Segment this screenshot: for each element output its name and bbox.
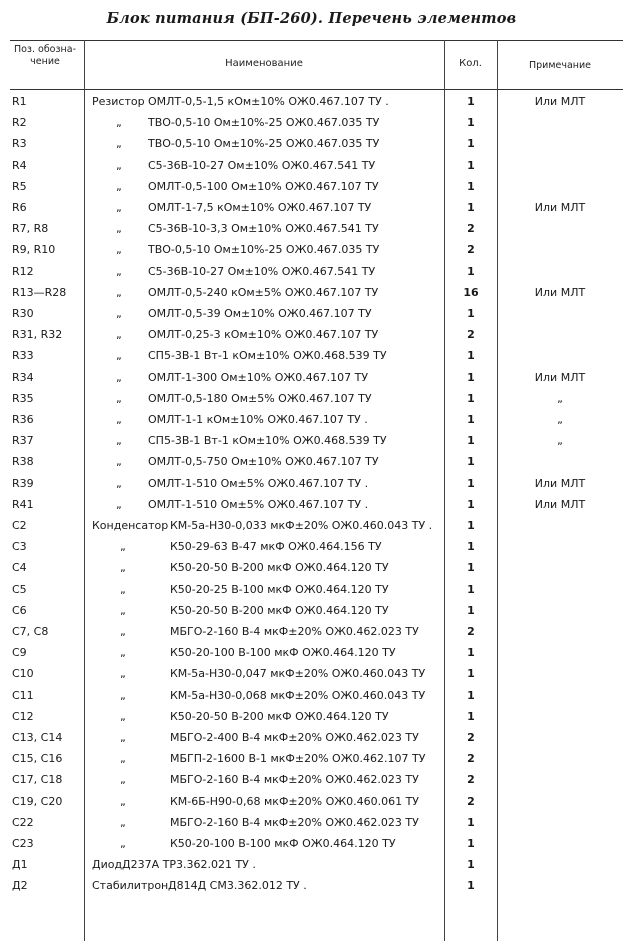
position-designator: С5 <box>12 582 27 596</box>
position-designator: R38 <box>12 455 34 469</box>
item-type: „ <box>116 434 122 448</box>
position-designator: R7, R8 <box>12 222 49 236</box>
item-type: „ <box>116 158 122 172</box>
table-row <box>0 748 623 769</box>
item-description: КМ-5а-Н30-0,033 мкФ±20% ОЖ0.460.043 ТУ . <box>170 519 433 532</box>
item-description: К50-29-63 В-47 мкФ ОЖ0.464.156 ТУ <box>170 540 382 554</box>
position-designator: R5 <box>12 179 27 193</box>
item-type: „ <box>116 497 122 511</box>
item-type: „ <box>120 709 126 723</box>
quantity: 2 <box>467 222 475 236</box>
item-type: „ <box>120 731 126 744</box>
quantity: 2 <box>467 773 475 787</box>
item-type: „ <box>116 116 122 130</box>
table-row <box>0 769 623 790</box>
quantity: 1 <box>467 264 475 278</box>
item-type: Конденсатор <box>92 519 169 532</box>
item-type: „ <box>116 243 122 257</box>
position-designator: С4 <box>12 561 27 575</box>
item-type: „ <box>120 773 126 787</box>
table-row <box>0 261 623 282</box>
table-row <box>0 642 623 663</box>
position-designator: С10 <box>12 667 34 681</box>
note: „ <box>557 391 563 405</box>
table-row <box>0 388 623 409</box>
item-type: „ <box>120 794 126 808</box>
item-description: МБГП-2-1600 В-1 мкФ±20% ОЖ0.462.107 ТУ <box>170 752 426 766</box>
quantity: 2 <box>467 794 475 808</box>
item-type: „ <box>120 688 126 702</box>
item-description: ОМЛТ-0,5-100 Ом±10% ОЖ0.467.107 ТУ <box>148 179 379 193</box>
table-row <box>0 218 623 239</box>
quantity: 1 <box>467 349 475 363</box>
item-type: „ <box>116 391 122 405</box>
item-type: Стабилитрон <box>92 879 169 893</box>
quantity: 1 <box>467 455 475 469</box>
table-row <box>0 367 623 388</box>
note: Или МЛТ <box>534 497 586 511</box>
table-row <box>0 303 623 324</box>
item-type: Резистор <box>92 95 145 108</box>
item-description: ТВО-0,5-10 Ом±10%-25 ОЖ0.467.035 ТУ <box>148 243 380 257</box>
item-description: К50-20-50 В-200 мкФ ОЖ0.464.120 ТУ <box>170 561 389 575</box>
quantity: 1 <box>467 391 475 405</box>
table-row <box>0 854 623 875</box>
position-designator: R2 <box>12 116 27 130</box>
position-designator: С23 <box>12 837 34 850</box>
item-type: „ <box>116 413 122 426</box>
quantity: 1 <box>467 370 475 384</box>
header-name: Наименование <box>225 58 303 69</box>
position-designator: R1 <box>12 95 27 108</box>
position-designator: С19, С20 <box>12 794 63 808</box>
item-type: „ <box>120 582 126 596</box>
quantity: 1 <box>467 116 475 130</box>
table-row <box>0 515 623 536</box>
quantity: 1 <box>467 413 475 426</box>
item-description: СП5-3В-1 Вт-1 кОм±10% ОЖ0.468.539 ТУ <box>148 434 387 448</box>
item-description: ТВО-0,5-10 Ом±10%-25 ОЖ0.467.035 ТУ <box>148 137 380 151</box>
item-type: „ <box>120 625 126 638</box>
item-type: „ <box>120 540 126 554</box>
item-type: „ <box>120 837 126 850</box>
item-type: „ <box>116 179 122 193</box>
position-designator: С11 <box>12 688 34 702</box>
item-type: „ <box>120 815 126 829</box>
item-type: „ <box>116 137 122 151</box>
position-designator: R9, R10 <box>12 243 56 257</box>
item-description: ОМЛТ-1-510 Ом±5% ОЖ0.467.107 ТУ . <box>148 497 369 511</box>
position-designator: С3 <box>12 540 27 554</box>
position-designator: С2 <box>12 519 27 532</box>
quantity: 2 <box>467 625 475 638</box>
table-row <box>0 621 623 642</box>
position-designator: С7, С8 <box>12 625 49 638</box>
position-designator: Д1 <box>12 858 28 872</box>
note: Или МЛТ <box>534 285 586 299</box>
table-row <box>0 324 623 345</box>
position-designator: R6 <box>12 201 27 214</box>
item-type: „ <box>120 667 126 681</box>
quantity: 1 <box>467 561 475 575</box>
elements-table <box>0 40 623 941</box>
item-description: С5-36В-10-27 Ом±10% ОЖ0.467.541 ТУ <box>148 158 376 172</box>
position-designator: R34 <box>12 370 34 384</box>
item-type: „ <box>120 646 126 660</box>
table-row <box>0 451 623 472</box>
item-type: „ <box>116 307 122 320</box>
position-designator: С15, С16 <box>12 752 63 766</box>
item-description: ОМЛТ-1-7,5 кОм±10% ОЖ0.467.107 ТУ <box>148 201 372 214</box>
item-description: С5-36В-10-27 Ом±10% ОЖ0.467.541 ТУ <box>148 264 376 278</box>
item-description: МБГО-2-160 В-4 мкФ±20% ОЖ0.462.023 ТУ <box>170 815 419 829</box>
position-designator: С17, С18 <box>12 773 63 787</box>
item-description: С5-36В-10-3,3 Ом±10% ОЖ0.467.541 ТУ <box>148 222 379 236</box>
table-row <box>0 833 623 854</box>
position-designator: R36 <box>12 413 34 426</box>
position-designator: R37 <box>12 434 34 448</box>
table-row <box>0 536 623 557</box>
position-designator: R4 <box>12 158 27 172</box>
position-designator: R31, R32 <box>12 328 63 342</box>
table-row <box>0 579 623 600</box>
position-designator: R13—R28 <box>12 285 67 299</box>
table-row <box>0 155 623 176</box>
item-type: „ <box>116 349 122 363</box>
item-description: ОМЛТ-0,5-750 Ом±10% ОЖ0.467.107 ТУ <box>148 455 379 469</box>
header-note: Примечание <box>528 60 592 71</box>
item-type: „ <box>116 328 122 342</box>
item-type: „ <box>116 285 122 299</box>
item-description: К50-20-100 В-100 мкФ ОЖ0.464.120 ТУ <box>170 837 396 850</box>
item-description: ОМЛТ-1-1 кОм±10% ОЖ0.467.107 ТУ . <box>148 413 368 426</box>
item-description: МБГО-2-160 В-4 мкФ±20% ОЖ0.462.023 ТУ <box>170 773 419 787</box>
table-row <box>0 875 623 896</box>
item-type: „ <box>116 264 122 278</box>
quantity: 1 <box>467 858 475 872</box>
note: „ <box>557 434 563 448</box>
position-designator: С12 <box>12 709 34 723</box>
table-row <box>0 706 623 727</box>
position-designator: R35 <box>12 391 34 405</box>
quantity: 1 <box>467 137 475 151</box>
quantity: 16 <box>463 285 479 299</box>
quantity: 1 <box>467 179 475 193</box>
item-type: „ <box>116 201 122 214</box>
item-type: „ <box>120 603 126 617</box>
position-designator: С9 <box>12 646 27 660</box>
quantity: 1 <box>467 815 475 829</box>
table-row <box>0 345 623 366</box>
table-row <box>0 133 623 154</box>
table-top-border <box>10 40 623 41</box>
note: „ <box>557 413 563 426</box>
table-row <box>0 91 623 112</box>
item-description: КМ-5а-Н30-0,068 мкФ±20% ОЖ0.460.043 ТУ <box>170 688 426 702</box>
position-designator: R39 <box>12 476 34 490</box>
item-description: ОМЛТ-1-300 Ом±10% ОЖ0.467.107 ТУ <box>148 370 369 384</box>
note: Или МЛТ <box>534 476 586 490</box>
table-row <box>0 600 623 621</box>
item-description: ОМЛТ-1-510 Ом±5% ОЖ0.467.107 ТУ . <box>148 476 369 490</box>
position-designator: С22 <box>12 815 34 829</box>
table-row <box>0 197 623 218</box>
position-designator: R41 <box>12 497 34 511</box>
item-description: Д237А ТР3.362.021 ТУ . <box>122 858 256 872</box>
header-pos: Поз. обозна-чение <box>13 44 77 67</box>
table-row <box>0 112 623 133</box>
position-designator: R33 <box>12 349 34 363</box>
quantity: 1 <box>467 201 475 214</box>
item-description: К50-20-50 В-200 мкФ ОЖ0.464.120 ТУ <box>170 603 389 617</box>
item-description: ОМЛТ-0,5-1,5 кОм±10% ОЖ0.467.107 ТУ . <box>148 95 389 108</box>
quantity: 1 <box>467 603 475 617</box>
quantity: 1 <box>467 837 475 850</box>
table-row <box>0 494 623 515</box>
table-row <box>0 727 623 748</box>
quantity: 1 <box>467 709 475 723</box>
item-type: „ <box>116 370 122 384</box>
table-row <box>0 685 623 706</box>
quantity: 1 <box>467 476 475 490</box>
header-bottom-border <box>10 89 623 90</box>
quantity: 1 <box>467 879 475 893</box>
quantity: 1 <box>467 646 475 660</box>
table-row <box>0 176 623 197</box>
header-qty: Кол. <box>459 58 482 69</box>
item-type: „ <box>116 455 122 469</box>
item-description: К50-20-100 В-100 мкФ ОЖ0.464.120 ТУ <box>170 646 396 660</box>
item-description: ОМЛТ-0,5-39 Ом±10% ОЖ0.467.107 ТУ <box>148 307 372 320</box>
note: Или МЛТ <box>534 370 586 384</box>
item-description: МБГО-2-400 В-4 мкФ±20% ОЖ0.462.023 ТУ <box>170 731 419 744</box>
item-type: „ <box>120 561 126 575</box>
item-description: ТВО-0,5-10 Ом±10%-25 ОЖ0.467.035 ТУ <box>148 116 380 130</box>
item-description: ОМЛТ-0,5-240 кОм±5% ОЖ0.467.107 ТУ <box>148 285 379 299</box>
table-row <box>0 473 623 494</box>
quantity: 1 <box>467 519 475 532</box>
item-description: Д814Д СМ3.362.012 ТУ . <box>168 879 307 893</box>
item-type: Диод <box>92 858 123 872</box>
position-designator: Д2 <box>12 879 28 893</box>
quantity: 1 <box>467 95 475 108</box>
page-title: Блок питания (БП-260). Перечень элементов <box>106 10 517 27</box>
item-type: „ <box>120 752 126 766</box>
table-row <box>0 557 623 578</box>
position-designator: С6 <box>12 603 27 617</box>
table-row <box>0 282 623 303</box>
item-description: ОМЛТ-0,25-3 кОм±10% ОЖ0.467.107 ТУ <box>148 328 379 342</box>
quantity: 1 <box>467 540 475 554</box>
item-description: ОМЛТ-0,5-180 Ом±5% ОЖ0.467.107 ТУ <box>148 391 372 405</box>
position-designator: R30 <box>12 307 34 320</box>
item-type: „ <box>116 222 122 236</box>
table-row <box>0 663 623 684</box>
quantity: 1 <box>467 307 475 320</box>
quantity: 2 <box>467 752 475 766</box>
item-description: К50-20-25 В-100 мкФ ОЖ0.464.120 ТУ <box>170 582 389 596</box>
note: Или МЛТ <box>534 95 586 108</box>
quantity: 1 <box>467 158 475 172</box>
quantity: 1 <box>467 434 475 448</box>
quantity: 2 <box>467 328 475 342</box>
table-row <box>0 791 623 812</box>
table-row <box>0 812 623 833</box>
quantity: 2 <box>467 243 475 257</box>
table-row <box>0 409 623 430</box>
quantity: 1 <box>467 688 475 702</box>
item-type: „ <box>116 476 122 490</box>
quantity: 1 <box>467 497 475 511</box>
item-description: К50-20-50 В-200 мкФ ОЖ0.464.120 ТУ <box>170 709 389 723</box>
quantity: 2 <box>467 731 475 744</box>
item-description: КМ-5а-Н30-0,047 мкФ±20% ОЖ0.460.043 ТУ <box>170 667 426 681</box>
position-designator: С13, С14 <box>12 731 63 744</box>
quantity: 1 <box>467 582 475 596</box>
table-row <box>0 239 623 260</box>
table-row <box>0 430 623 451</box>
note: Или МЛТ <box>534 201 586 214</box>
quantity: 1 <box>467 667 475 681</box>
item-description: МБГО-2-160 В-4 мкФ±20% ОЖ0.462.023 ТУ <box>170 625 419 638</box>
item-description: КМ-6Б-Н90-0,68 мкФ±20% ОЖ0.460.061 ТУ <box>170 794 419 808</box>
item-description: СП5-3В-1 Вт-1 кОм±10% ОЖ0.468.539 ТУ <box>148 349 387 363</box>
position-designator: R3 <box>12 137 27 151</box>
position-designator: R12 <box>12 264 34 278</box>
